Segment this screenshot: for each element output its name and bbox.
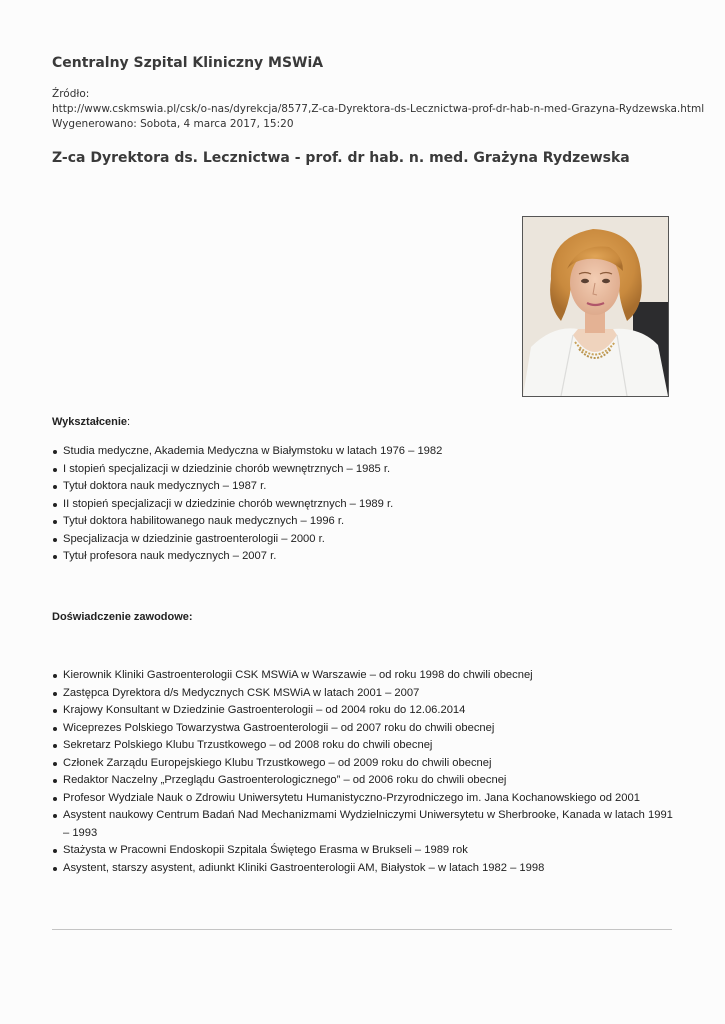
site-title: Centralny Szpital Kliniczny MSWiA <box>52 55 324 71</box>
list-item: Tytuł doktora habilitowanego nauk medycznych – 1996 r. <box>52 513 442 531</box>
generated-timestamp: Wygenerowano: Sobota, 4 marca 2017, 15:20 <box>52 118 294 130</box>
list-item: Asystent, starszy asystent, adiunkt Kliniki Gastroenterologii AM, Białystok – w latach 1982 – 1998 <box>52 860 673 878</box>
list-item: Redaktor Naczelny „Przeglądu Gastroenterologicznego” – od 2006 roku do chwili obecnej <box>52 772 673 790</box>
experience-list <box>52 667 673 877</box>
list-item: Profesor Wydziale Nauk o Zdrowiu Uniwersytetu Humanistyczno-Przyrodniczego im. Jana Kochanowskiego od 2001 <box>52 790 673 808</box>
list-item: Sekretarz Polskiego Klubu Trzustkowego – od 2008 roku do chwili obecnej <box>52 737 673 755</box>
list-item: Członek Zarządu Europejskiego Klubu Trzustkowego – od 2009 roku do chwili obecnej <box>52 755 673 773</box>
list-item: Tytuł doktora nauk medycznych – 1987 r. <box>52 478 442 496</box>
list-item: Krajowy Konsultant w Dziedzinie Gastroenterologii – od 2004 roku do 12.06.2014 <box>52 702 673 720</box>
list-item: Wiceprezes Polskiego Towarzystwa Gastroenterologii – od 2007 roku do chwili obecnej <box>52 720 673 738</box>
list-item: Kierownik Kliniki Gastroenterologii CSK MSWiA w Warszawie – od roku 1998 do chwili obecnej <box>52 667 673 685</box>
source-info <box>52 87 704 132</box>
list-item: II stopień specjalizacji w dziedzinie chorób wewnętrznych – 1989 r. <box>52 496 442 514</box>
list-item: Studia medyczne, Akademia Medyczna w Białymstoku w latach 1976 – 1982 <box>52 443 442 461</box>
source-url-link[interactable]: http://www.cskmswia.pl/csk/o-nas/dyrekcja/8577,Z-ca-Dyrektora-ds-Lecznictwa-prof-dr-hab-n-med-Grazyna-Rydzewska.html <box>52 103 705 115</box>
list-item: Tytuł profesora nauk medycznych – 2007 r. <box>52 548 442 566</box>
list-item: Zastępca Dyrektora d/s Medycznych CSK MSWiA w latach 2001 – 2007 <box>52 685 673 703</box>
portrait-photo <box>522 216 669 397</box>
article-title: Z-ca Dyrektora ds. Lecznictwa - prof. dr hab. n. med. Grażyna Rydzewska <box>52 150 630 166</box>
experience-heading: Doświadczenie zawodowe: <box>52 611 193 623</box>
footer-divider <box>52 929 672 930</box>
list-item: Asystent naukowy Centrum Badań Nad Mechanizmami Wydzielniczymi Uniwersytetu w Sherbrooke, Kanada w latach 1991 – 1993 <box>52 807 673 842</box>
education-list <box>52 443 442 566</box>
list-item: I stopień specjalizacji w dziedzinie chorób wewnętrznych – 1985 r. <box>52 461 442 479</box>
source-label: Źródło: <box>52 88 90 100</box>
list-item: Specjalizacja w dziedzinie gastroenterologii – 2000 r. <box>52 531 442 549</box>
list-item: Stażysta w Pracowni Endoskopii Szpitala Świętego Erasma w Brukseli – 1989 rok <box>52 842 673 860</box>
education-heading: Wykształcenie: <box>52 416 131 428</box>
